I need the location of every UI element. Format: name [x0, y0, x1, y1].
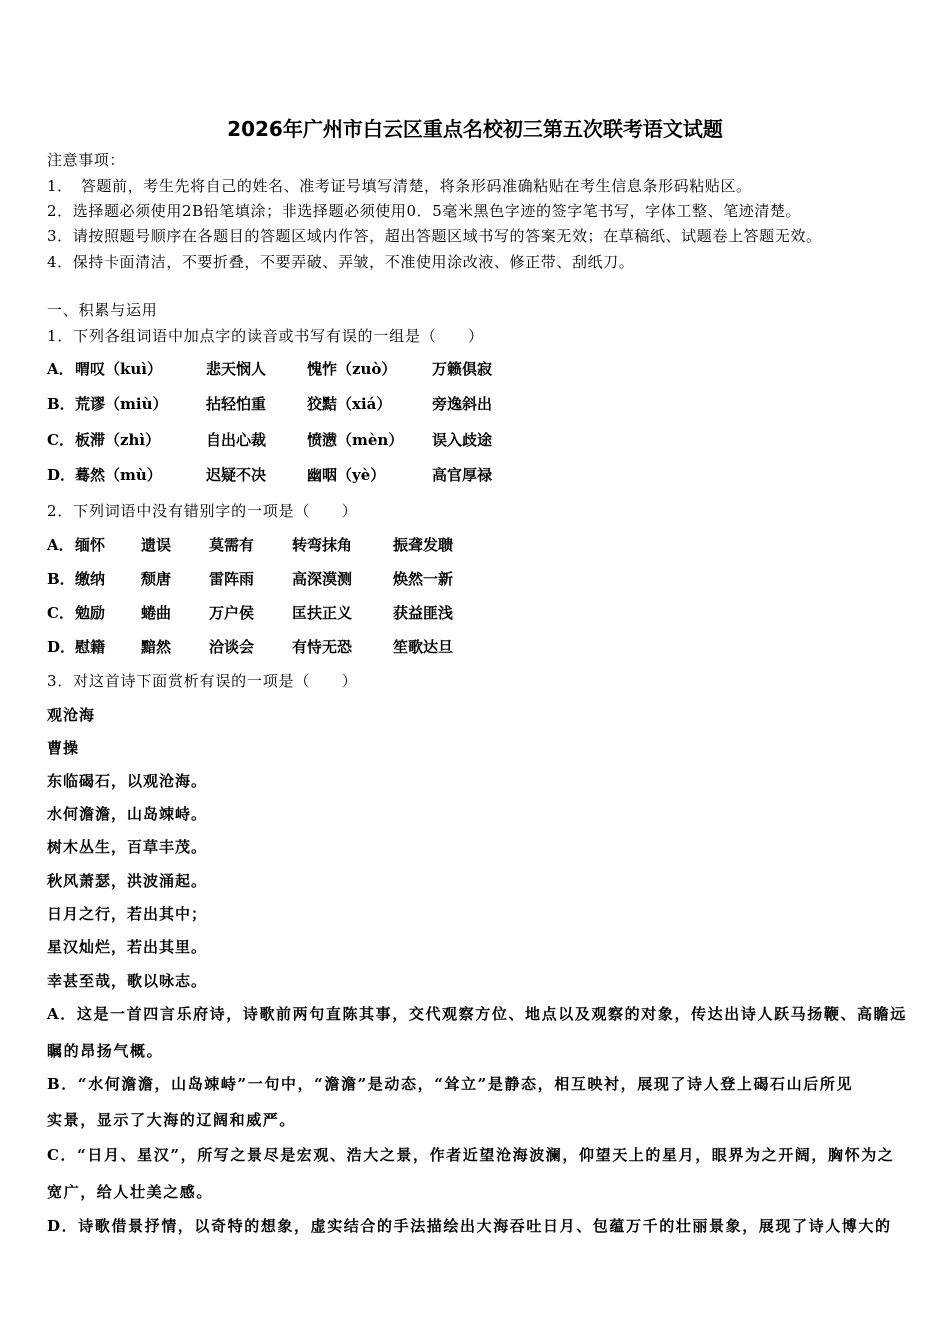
- option-label: A．: [47, 536, 74, 554]
- notice-item: 3．请按照题号顺序在各题目的答题区域内作答，超出答题区域书写的答案无效；在草稿纸、试题卷上答题无效。: [47, 227, 822, 245]
- notice-heading: 注意事项：: [47, 151, 126, 169]
- option-term: 高深漠测: [292, 570, 353, 588]
- option-term: 荒谬（miù）: [75, 395, 168, 413]
- option-term: 愤懑（mèn）: [307, 431, 404, 449]
- option-term: 焕然一新: [393, 570, 454, 588]
- option-label: B．: [47, 570, 75, 588]
- option-term: 莫需有: [209, 536, 255, 554]
- question-stem: 1．下列各组词语中加点字的读音或书写有误的一组是（ ）: [47, 327, 484, 345]
- option-label: D．: [47, 466, 76, 484]
- poem-title: 观沧海: [47, 706, 96, 724]
- question-stem: 3．对这首诗下面赏析有误的一项是（ ）: [47, 672, 358, 690]
- option-term: 雷阵雨: [209, 570, 255, 588]
- analysis-option: 瞩的昂扬气概。: [47, 1042, 164, 1060]
- option-row: [47, 637, 907, 657]
- option-term: 获益匪浅: [393, 604, 454, 622]
- option-label: C．: [47, 604, 74, 622]
- option-term: 幽咽（yè）: [307, 466, 386, 484]
- question-stem: 2．下列词语中没有错别字的一项是（ ）: [47, 502, 358, 520]
- option-term: 黯然: [141, 638, 172, 656]
- notice-item: 1． 答题前，考生先将自己的姓名、准考证号填写清楚，将条形码准确粘贴在考生信息条形码粘贴区。: [47, 177, 752, 195]
- analysis-option: 实景，显示了大海的辽阔和威严。: [47, 1111, 297, 1129]
- analysis-option: A．这是一首四言乐府诗，诗歌前两句直陈其事，交代观察方位、地点以及观察的对象，传达出诗人跃马扬鞭、高瞻远: [47, 1005, 907, 1023]
- option-row: [47, 535, 907, 555]
- option-term: 旁逸斜出: [432, 395, 493, 413]
- option-term: 喟叹（kuì）: [75, 360, 162, 378]
- notice-item: 4．保持卡面清洁，不要折叠，不要弄破、弄皱，不准使用涂改液、修正带、刮纸刀。: [47, 253, 635, 271]
- poem-line: 秋风萧瑟，洪波涌起。: [47, 872, 208, 890]
- option-row: [47, 394, 907, 414]
- option-term: 万户侯: [209, 604, 255, 622]
- option-term: 振聋发聩: [393, 536, 454, 554]
- poem-line: 树木丛生，百草丰茂。: [47, 838, 208, 856]
- option-label: A．: [47, 360, 74, 378]
- option-term: 愧怍（zuò）: [307, 360, 397, 378]
- notice-item: 2．选择题必须使用2B铅笔填涂；非选择题必须使用0．5毫米黑色字迹的签字笔书写，字体工整、笔迹清楚。: [47, 202, 802, 220]
- option-term: 板滞（zhì）: [75, 431, 161, 449]
- option-term: 蜷曲: [141, 604, 172, 622]
- option-term: 有恃无恐: [292, 638, 353, 656]
- option-term: 拈轻怕重: [206, 395, 267, 413]
- section-heading: 一、积累与运用: [47, 301, 158, 319]
- option-term: 洽谈会: [209, 638, 255, 656]
- option-term: 匡扶正义: [292, 604, 353, 622]
- option-term: 笙歌达旦: [393, 638, 454, 656]
- poem-line: 幸甚至哉，歌以咏志。: [47, 972, 208, 990]
- option-label: C．: [47, 431, 74, 449]
- option-term: 狡黠（xiá）: [307, 395, 392, 413]
- poem-line: 东临碣石，以观沧海。: [47, 772, 208, 790]
- option-term: 缅怀: [75, 536, 106, 554]
- poem-author: 曹操: [47, 739, 80, 757]
- analysis-option: B．“水何澹澹，山岛竦峙”一句中，“澹澹”是动态，“耸立”是静态，相互映衬，展现了诗人登上碣石山后所见: [47, 1075, 854, 1093]
- option-term: 迟疑不决: [206, 466, 267, 484]
- analysis-option: C．“日月、星汉”，所写之景尽是宏观、浩大之景，作者近望沧海波澜，仰望天上的星月，眼界为之开阔，胸怀为之: [47, 1146, 895, 1164]
- option-term: 颓唐: [141, 570, 172, 588]
- option-term: 万籁俱寂: [432, 360, 493, 378]
- option-term: 遗误: [141, 536, 172, 554]
- option-term: 蓦然（mù）: [75, 466, 162, 484]
- option-label: B．: [47, 395, 75, 413]
- option-term: 悲天悯人: [206, 360, 267, 378]
- option-term: 误入歧途: [432, 431, 493, 449]
- option-term: 转弯抹角: [292, 536, 353, 554]
- option-label: D．: [47, 638, 76, 656]
- option-term: 高官厚禄: [432, 466, 493, 484]
- analysis-option: D．诗歌借景抒情，以奇特的想象，虚实结合的手法描绘出大海吞吐日月、包蕴万千的壮丽景象，展现了诗人博大的: [47, 1217, 892, 1235]
- option-row: [47, 359, 907, 379]
- option-term: 慰籍: [75, 638, 106, 656]
- option-term: 自出心裁: [206, 431, 267, 449]
- analysis-option: 宽广，给人壮美之感。: [47, 1183, 214, 1201]
- option-row: [47, 465, 907, 485]
- poem-line: 水何澹澹，山岛竦峙。: [47, 805, 208, 823]
- option-row: [47, 603, 907, 623]
- option-term: 勉励: [75, 604, 106, 622]
- option-row: [47, 569, 907, 589]
- option-row: [47, 430, 907, 450]
- poem-line: 星汉灿烂，若出其里。: [47, 938, 208, 956]
- document-title: 2026年广州市白云区重点名校初三第五次联考语文试题: [227, 117, 723, 141]
- option-term: 缴纳: [75, 570, 106, 588]
- poem-line: 日月之行，若出其中；: [47, 905, 208, 923]
